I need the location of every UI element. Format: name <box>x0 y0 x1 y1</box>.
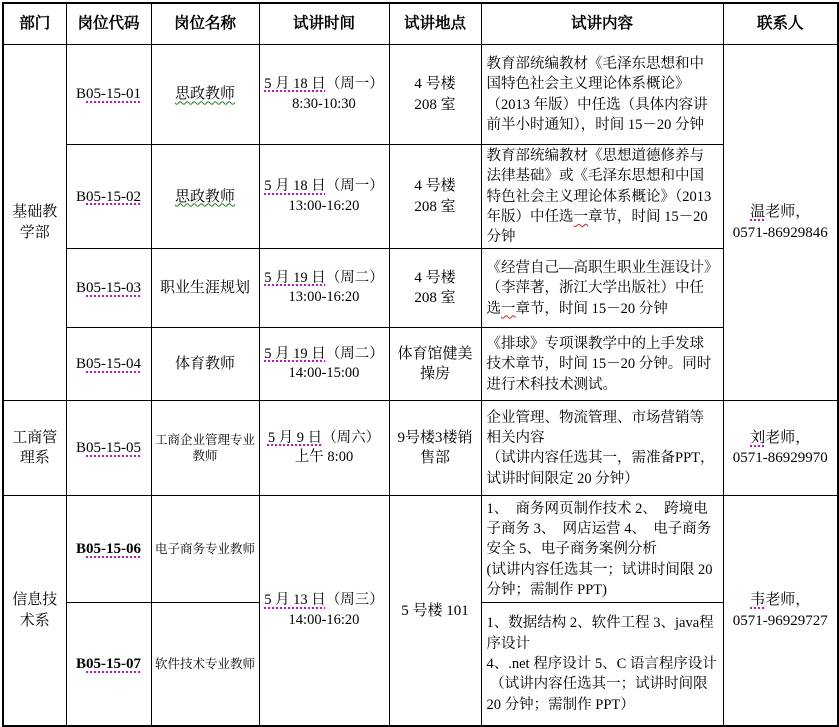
cell-lecture-time <box>259 328 389 401</box>
cell-lecture-location <box>389 496 481 726</box>
cell-text: 14:00-15:00 <box>288 365 360 382</box>
cell-position-code <box>66 45 151 145</box>
cell-text: 信息技 <box>12 592 58 609</box>
header-row <box>3 3 838 45</box>
cell-line <box>155 656 256 673</box>
cell-line <box>487 146 718 247</box>
cell-line <box>155 541 256 558</box>
table-row <box>3 145 838 249</box>
cell-text: B <box>75 86 86 103</box>
cell-line <box>263 591 386 611</box>
spellcheck-marked-text: 5 月 9 日 <box>267 429 323 446</box>
cell-lecture-content <box>481 249 723 328</box>
cell-line <box>393 288 478 308</box>
cell-text: 14:00-16:20 <box>288 611 360 628</box>
cell-lecture-time <box>259 45 389 145</box>
col-header-lecture-time: 试讲时间 <box>259 3 389 45</box>
cell-position-name <box>151 45 259 145</box>
cell-lecture-content <box>481 145 723 249</box>
cell-line <box>263 345 386 365</box>
table-row <box>3 328 838 401</box>
spellcheck-marked-text: 5 月 19 日 <box>264 345 326 362</box>
cell-contact <box>723 401 838 496</box>
cell-text: 4 号楼 <box>414 178 456 195</box>
cell-text: 章节，时间 15－20 分钟 <box>515 300 668 317</box>
cell-line <box>155 278 256 298</box>
spellcheck-marked-text: 05-15-04 <box>86 356 141 373</box>
cell-text: 企业管理、物流管理、市场营销等相关内容 <box>486 409 704 447</box>
cell-line <box>70 187 148 207</box>
cell-lecture-content <box>481 603 723 726</box>
cell-position-code <box>66 603 151 726</box>
spellcheck-marked-text: 思政教师 <box>174 188 235 205</box>
table-row <box>3 249 838 328</box>
spellcheck-marked-text: 思政教师 <box>174 86 235 103</box>
cell-position-name <box>151 401 259 496</box>
cell-line <box>263 75 386 95</box>
cell-line <box>263 429 386 449</box>
cell-line <box>487 408 718 449</box>
cell-text: B <box>75 656 86 673</box>
cell-position-name <box>151 496 259 603</box>
cell-line <box>727 611 835 631</box>
cell-text: 体育教师 <box>174 356 235 373</box>
cell-text: 4 号楼 <box>414 270 456 287</box>
cell-line <box>70 539 148 559</box>
cell-line <box>727 202 835 222</box>
cell-text: （试讲内容任选其一；试讲时间限 20 分钟；需制作 PPT） <box>486 676 712 713</box>
cell-text: 老师， <box>765 430 811 447</box>
cell-text: 1、 商务网页制作技术 2、 跨境电子商务 3、 网店运营 4、 电子商务安全 5、电子商务案例分析 <box>486 500 712 558</box>
cell-line <box>7 223 63 243</box>
cell-text: 13:00-16:20 <box>288 197 360 214</box>
cell-line <box>487 560 718 601</box>
cell-line <box>393 428 478 469</box>
col-header-department: 部门 <box>3 3 66 45</box>
cell-text: 208 室 <box>414 290 456 307</box>
table-row <box>3 45 838 145</box>
spellcheck-marked-text: 05-15-03 <box>86 280 141 297</box>
cell-text: 上午 8:00 <box>294 449 354 466</box>
col-header-position-code: 岗位代码 <box>66 3 151 45</box>
spellcheck-marked-text: 05-15-02 <box>86 188 141 205</box>
table-header <box>3 3 838 45</box>
cell-line <box>70 278 148 298</box>
spellcheck-marked-text: 5 月 18 日 <box>264 178 326 195</box>
cell-line <box>7 202 63 222</box>
cell-line <box>7 611 63 631</box>
cell-text: B <box>75 280 86 297</box>
cell-line <box>393 344 478 385</box>
cell-text: 9号楼3楼销售部 <box>397 430 473 467</box>
cell-line <box>263 364 386 384</box>
cell-text: 电子商务专业教师 <box>154 542 255 557</box>
spellcheck-marked-text: 5 月 13 日 <box>264 592 326 609</box>
table-body <box>3 45 838 726</box>
col-header-contact: 联系人 <box>723 3 838 45</box>
cell-text: （试讲内容任选其一，需准备PPT，试讲时间限定 20 分钟） <box>486 450 715 487</box>
cell-line <box>155 187 256 207</box>
spellcheck-marked-text: 韦 <box>750 592 766 609</box>
cell-line <box>393 601 478 621</box>
cell-line <box>393 95 478 115</box>
cell-lecture-time <box>259 249 389 328</box>
cell-position-name <box>151 603 259 726</box>
cell-text: 13:00-16:20 <box>288 289 360 306</box>
cell-contact <box>723 496 838 726</box>
cell-text: 《排球》专项课教学中的上手发球技术章节，时间 15－20 分钟。同时进行术科技术测试。 <box>486 336 712 393</box>
cell-position-name <box>151 249 259 328</box>
cell-line <box>727 223 835 243</box>
cell-contact <box>723 45 838 401</box>
cell-text: 老师， <box>765 204 811 221</box>
cell-line <box>487 674 718 715</box>
cell-text: B <box>75 541 86 558</box>
cell-position-code <box>66 328 151 401</box>
cell-text: (试讲内容任选其一；试讲时间限 20 分钟；需制作 PPT) <box>486 561 717 598</box>
cell-line <box>393 197 478 217</box>
spellcheck-marked-text: 05-15-06 <box>86 541 141 558</box>
cell-text: 老师， <box>765 592 811 609</box>
cell-text: 208 室 <box>414 96 456 113</box>
cell-line <box>263 177 386 197</box>
spellcheck-marked-text: 一 <box>501 300 516 317</box>
cell-text: 教育部统编教材《毛泽东思想和中国特色社会主义理论体系概论》（2013 年版）中任选（具体内容讲前半小时通知），时间 15－20 分钟 <box>486 55 708 133</box>
cell-line <box>487 258 718 319</box>
cell-text: 教师 <box>192 449 218 464</box>
cell-line <box>70 84 148 104</box>
cell-text: 理系 <box>19 450 50 467</box>
cell-line <box>155 448 256 465</box>
cell-position-name <box>151 328 259 401</box>
cell-position-code <box>66 249 151 328</box>
cell-text: 1、数据结构 2、软件工程 3、java程序设计 <box>486 615 714 652</box>
cell-line <box>727 590 835 610</box>
cell-text: 0571-96929727 <box>732 612 828 629</box>
cell-position-name <box>151 145 259 249</box>
cell-text: 《经营自己—高职生职业生涯设计》（李萍著，浙江大学出版社）中任选 <box>486 260 712 317</box>
cell-text: 0571-86929846 <box>732 224 828 241</box>
cell-position-code <box>66 401 151 496</box>
cell-line <box>155 432 256 449</box>
cell-department <box>3 401 66 496</box>
cell-lecture-location <box>389 328 481 401</box>
cell-lecture-time <box>259 145 389 249</box>
cell-line <box>487 334 718 395</box>
cell-text: 教育部统编教材《思想道德修养与法律基础》或《毛泽东思想和中国特色社会主义理论体系概论》（2013 年版）中任选 <box>486 148 715 225</box>
cell-line <box>7 590 63 610</box>
cell-line <box>263 288 386 308</box>
cell-text: 0571-86929970 <box>732 450 828 467</box>
cell-line <box>263 95 386 115</box>
cell-lecture-content <box>481 45 723 145</box>
cell-text: B <box>75 188 86 205</box>
cell-department <box>3 496 66 726</box>
cell-text: （周六） <box>322 429 381 446</box>
cell-text: 4、.net 程序设计 5、C 语言程序设计 <box>486 656 717 673</box>
spellcheck-marked-text: 一 <box>573 208 588 225</box>
cell-text: 章节，时间 15－20 分钟 <box>486 208 712 246</box>
spellcheck-marked-text: 温 <box>750 204 766 221</box>
cell-lecture-location <box>389 45 481 145</box>
spellcheck-marked-text: 刘 <box>750 430 766 447</box>
cell-text: B <box>75 356 86 373</box>
cell-text: （周一） <box>325 178 384 195</box>
cell-line <box>393 74 478 94</box>
cell-line <box>263 197 386 217</box>
cell-text: 工商管 <box>12 430 58 447</box>
cell-text: 工商企业管理专业 <box>154 432 255 447</box>
cell-text: （周一） <box>325 75 384 92</box>
cell-position-code <box>66 145 151 249</box>
cell-text: 208 室 <box>414 198 456 215</box>
recruitment-schedule-table <box>2 2 839 727</box>
table-row <box>3 401 838 496</box>
cell-text: （周二） <box>325 269 384 286</box>
cell-text: B <box>75 440 86 457</box>
spellcheck-marked-text: 05-15-07 <box>86 656 141 673</box>
cell-text: 体育馆健美操房 <box>397 346 473 383</box>
cell-line <box>7 448 63 468</box>
cell-lecture-location <box>389 145 481 249</box>
cell-line <box>393 268 478 288</box>
cell-text: 基础教 <box>12 204 58 221</box>
cell-line <box>393 176 478 196</box>
spellcheck-marked-text: 05-15-05 <box>86 440 141 457</box>
col-header-lecture-content: 试讲内容 <box>481 3 723 45</box>
cell-text: （周二） <box>325 345 384 362</box>
table-row <box>3 496 838 603</box>
cell-line <box>263 269 386 289</box>
cell-line <box>155 354 256 374</box>
cell-line <box>727 428 835 448</box>
cell-line <box>487 54 718 135</box>
spellcheck-marked-text: 05-15-01 <box>86 86 141 103</box>
cell-text: 4 号楼 <box>414 76 456 93</box>
spellcheck-marked-text: 5 月 18 日 <box>264 75 326 92</box>
cell-text: 5 号楼 101 <box>401 602 469 619</box>
cell-line <box>70 354 148 374</box>
col-header-position-name: 岗位名称 <box>151 3 259 45</box>
cell-position-code <box>66 496 151 603</box>
cell-lecture-time <box>259 496 389 726</box>
cell-line <box>487 654 718 674</box>
cell-lecture-time <box>259 401 389 496</box>
cell-line <box>487 499 718 560</box>
cell-line <box>7 428 63 448</box>
cell-line <box>487 448 718 489</box>
cell-department <box>3 45 66 401</box>
cell-text: （周三） <box>325 592 384 609</box>
cell-lecture-location <box>389 401 481 496</box>
cell-line <box>263 448 386 468</box>
cell-line <box>727 448 835 468</box>
spellcheck-marked-text: 5 月 19 日 <box>264 269 326 286</box>
cell-line <box>155 84 256 104</box>
cell-text: 学部 <box>19 224 50 241</box>
cell-lecture-content <box>481 496 723 603</box>
cell-lecture-content <box>481 401 723 496</box>
cell-text: 软件技术专业教师 <box>154 656 255 671</box>
col-header-lecture-location: 试讲地点 <box>389 3 481 45</box>
cell-lecture-content <box>481 328 723 401</box>
cell-text: 术系 <box>19 612 50 629</box>
cell-lecture-location <box>389 249 481 328</box>
cell-line <box>70 438 148 458</box>
cell-line <box>263 611 386 631</box>
cell-text: 职业生涯规划 <box>159 280 250 297</box>
cell-line <box>70 654 148 674</box>
cell-line <box>487 613 718 654</box>
cell-text: 8:30-10:30 <box>292 95 356 112</box>
